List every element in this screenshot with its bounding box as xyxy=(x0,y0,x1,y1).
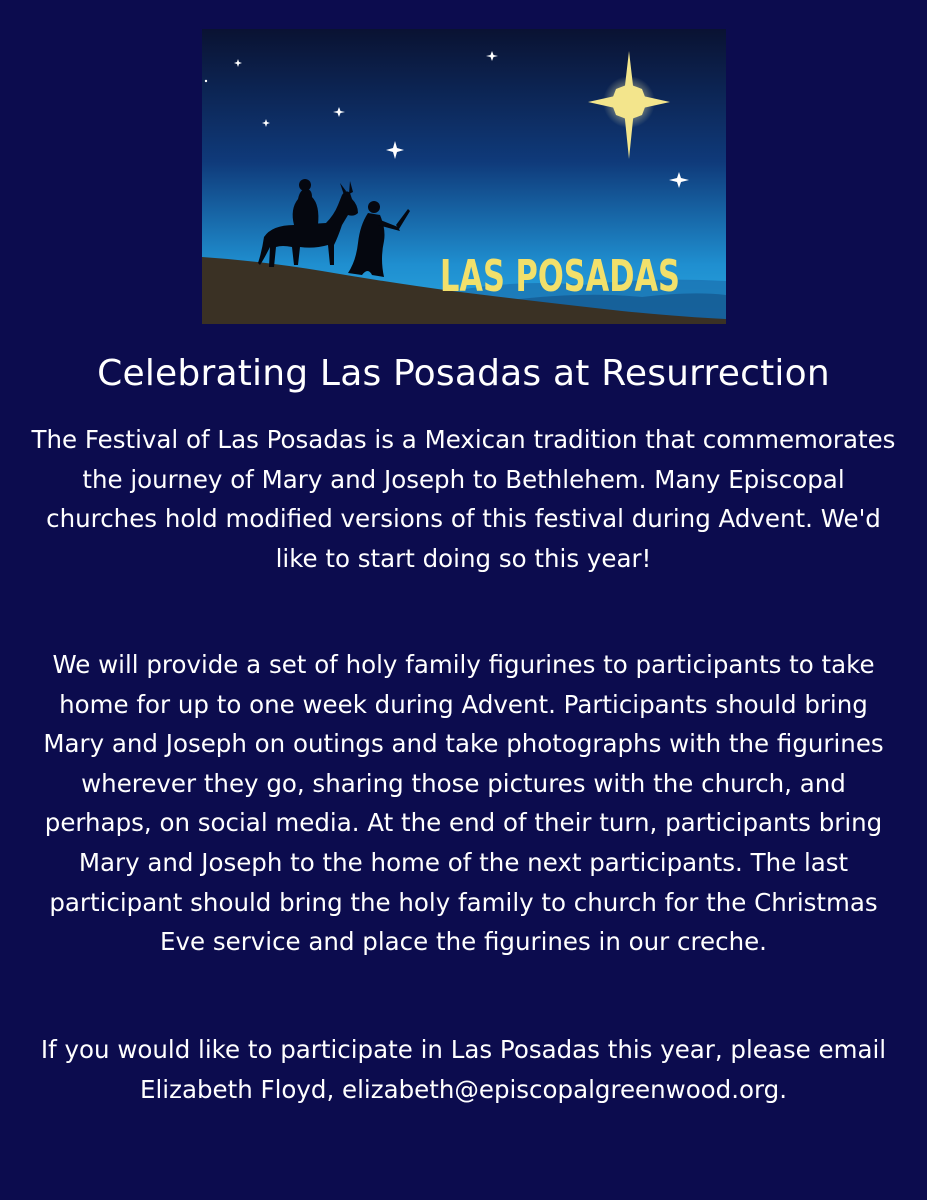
details-paragraph: We will provide a set of holy family figurines to participants to take home for up to one week during Advent. Participants should bring Mary and Joseph on outings and take photographs with the figurines wherever they go, sharing those pictures with the church, and perhaps, on social media. At the end of their turn, participants bring Mary and Joseph to the home of the next participants. The last participant should bring the holy family to church for the Christmas Eve service and place the figurines in our creche. xyxy=(43,650,884,957)
intro-paragraph: The Festival of Las Posadas is a Mexican tradition that commemorates the journey of Mary and Joseph to Bethlehem. Many Episcopal churches hold modified versions of this festival during Advent. We'd like to start doing so this year! xyxy=(31,425,896,573)
page-title: Celebrating Las Posadas at Resurrection xyxy=(97,353,830,394)
banner-illustration xyxy=(202,29,726,324)
las-posadas-banner-image xyxy=(202,29,726,324)
contact-paragraph: If you would like to participate in Las Posadas this year, please email Elizabeth Floyd, elizabeth@episcopalgreenwood.org. xyxy=(40,1035,887,1104)
banner-title: LAS POSADAS xyxy=(440,251,680,302)
